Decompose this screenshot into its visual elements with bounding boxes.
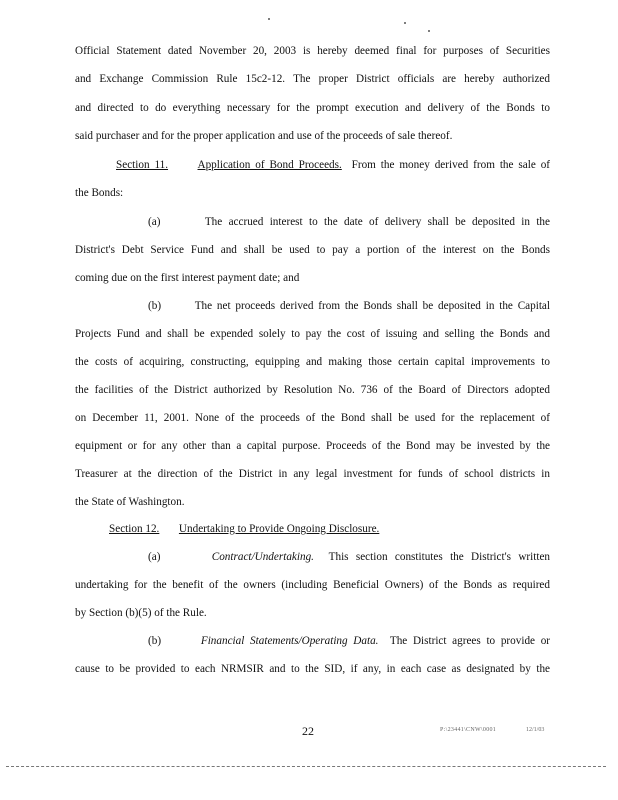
subsection-marker: (b) [148, 300, 162, 312]
subsection-11a-first-line [148, 215, 550, 229]
paragraph-text: This section constitutes the District's written [328, 551, 551, 563]
paragraph-text: From the money derived from the sale of [351, 159, 551, 171]
subsection-marker: (a) [148, 551, 161, 563]
scan-speck [404, 22, 406, 24]
section-12-label: Section 12. [109, 523, 160, 535]
page-bottom-rule [6, 766, 606, 767]
subsection-title: Financial Statements/Operating Data. [200, 635, 379, 647]
paragraph-line: Official Statement dated November 20, 2003 is hereby deemed final for purposes of Securities [75, 45, 550, 57]
scan-speck [268, 18, 270, 20]
section-11-heading [116, 158, 550, 172]
section-11-title: Application of Bond Proceeds. [197, 159, 342, 171]
paragraph-text: The District agrees to provide or [389, 635, 551, 647]
subsection-12b-first-line [148, 634, 550, 648]
scan-speck [428, 30, 430, 32]
document-code: P:\23441\CNW\0001 [440, 727, 497, 733]
paragraph-line: undertaking for the benefit of the owners (including Beneficial Owners) of the Bonds as required [75, 579, 550, 591]
subsection-marker: (a) [148, 216, 161, 228]
paragraph-line: said purchaser and for the proper application and use of the proceeds of sale thereof. [75, 130, 453, 142]
paragraph-line: cause to be provided to each NRMSIR and to the SID, if any, in each case as designated by the [75, 663, 550, 675]
paragraph-line: Treasurer at the direction of the District in any legal investment for funds of school districts in [75, 468, 550, 480]
document-date: 12/1/03 [526, 727, 545, 733]
paragraph-line: District's Debt Service Fund and shall be used to pay a portion of the interest on the Bonds [75, 244, 550, 256]
paragraph-text: The net proceeds derived from the Bonds shall be deposited in the Capital [194, 300, 551, 312]
subsection-marker: (b) [148, 635, 162, 647]
paragraph-line: the Bonds: [75, 187, 124, 199]
paragraph-line: coming due on the first interest payment date; and [75, 272, 300, 284]
page-number: 22 [302, 724, 314, 738]
paragraph-text: The accrued interest to the date of delivery shall be deposited in the [204, 216, 550, 228]
subsection-12a-first-line [148, 550, 550, 564]
section-12-title: Undertaking to Provide Ongoing Disclosure. [178, 523, 380, 535]
paragraph-line: Projects Fund and shall be expended solely to pay the cost of issuing and selling the Bonds and [75, 328, 550, 340]
paragraph-line: on December 11, 2001. None of the proceeds of the Bond shall be used for the replacement of [75, 412, 550, 424]
paragraph-line: the facilities of the District authorized by Resolution No. 736 of the Board of Directors adopted [75, 384, 550, 396]
paragraph-line: the State of Washington. [75, 496, 185, 508]
subsection-11b-first-line [148, 299, 550, 313]
paragraph-line: the costs of acquiring, constructing, equipping and making those certain capital improvements to [75, 356, 550, 368]
section-11-label: Section 11. [116, 159, 169, 171]
section-12-heading [109, 522, 550, 536]
paragraph-line: and Exchange Commission Rule 15c2-12. The proper District officials are hereby authorized [75, 73, 550, 85]
paragraph-line: and directed to do everything necessary for the prompt execution and delivery of the Bonds to [75, 102, 550, 114]
subsection-title: Contract/Undertaking. [211, 551, 314, 563]
paragraph-line: by Section (b)(5) of the Rule. [75, 607, 207, 619]
paragraph-line: equipment or for any other than a capital purpose. Proceeds of the Bond may be invested by the [75, 440, 550, 452]
